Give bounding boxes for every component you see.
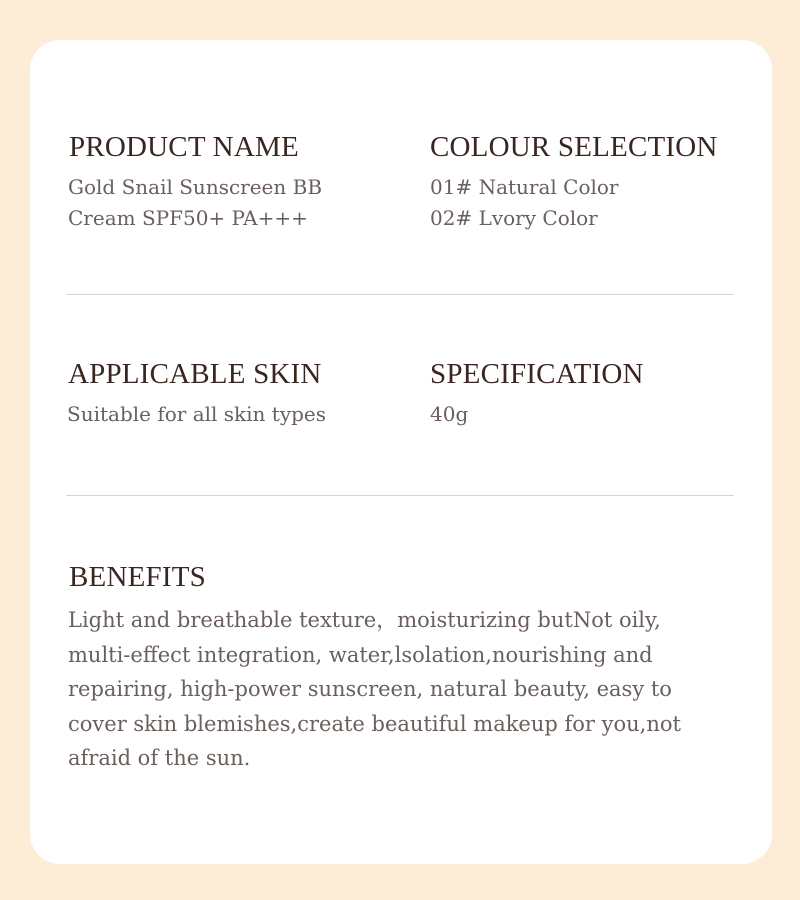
benefits-paragraph	[68, 603, 728, 776]
applicable-skin-heading: APPLICABLE SKIN	[68, 358, 322, 390]
specification-text: 40g	[430, 402, 469, 426]
divider-1	[66, 294, 734, 295]
benefits-line-5: afraid of the sun.	[68, 746, 251, 770]
applicable-skin-text: Suitable for all skin types	[67, 402, 327, 426]
benefits-line-1: Light and breathable texture，moisturizing butNot oily,	[68, 608, 661, 632]
colour-option-1: 01# Natural Color	[430, 175, 619, 199]
product-name-line-2: Cream SPF50+ PA+++	[68, 206, 308, 230]
product-name-heading: PRODUCT NAME	[69, 131, 299, 163]
benefits-heading: BENEFITS	[69, 561, 206, 593]
product-info-card	[30, 40, 772, 864]
colour-selection-heading: COLOUR SELECTION	[430, 131, 718, 163]
benefits-line-3: repairing, high-power sunscreen, natural beauty, easy to	[68, 677, 672, 701]
benefits-line-2: multi-effect integration, water,lsolation,nourishing and	[68, 642, 653, 667]
product-name-line-1: Gold Snail Sunscreen BB	[68, 175, 323, 199]
benefits-line-4: cover skin blemishes,create beautiful makeup for you,not	[68, 711, 681, 736]
divider-2	[66, 495, 734, 496]
specification-heading: SPECIFICATION	[430, 358, 644, 390]
colour-option-2: 02# Lvory Color	[430, 206, 598, 230]
